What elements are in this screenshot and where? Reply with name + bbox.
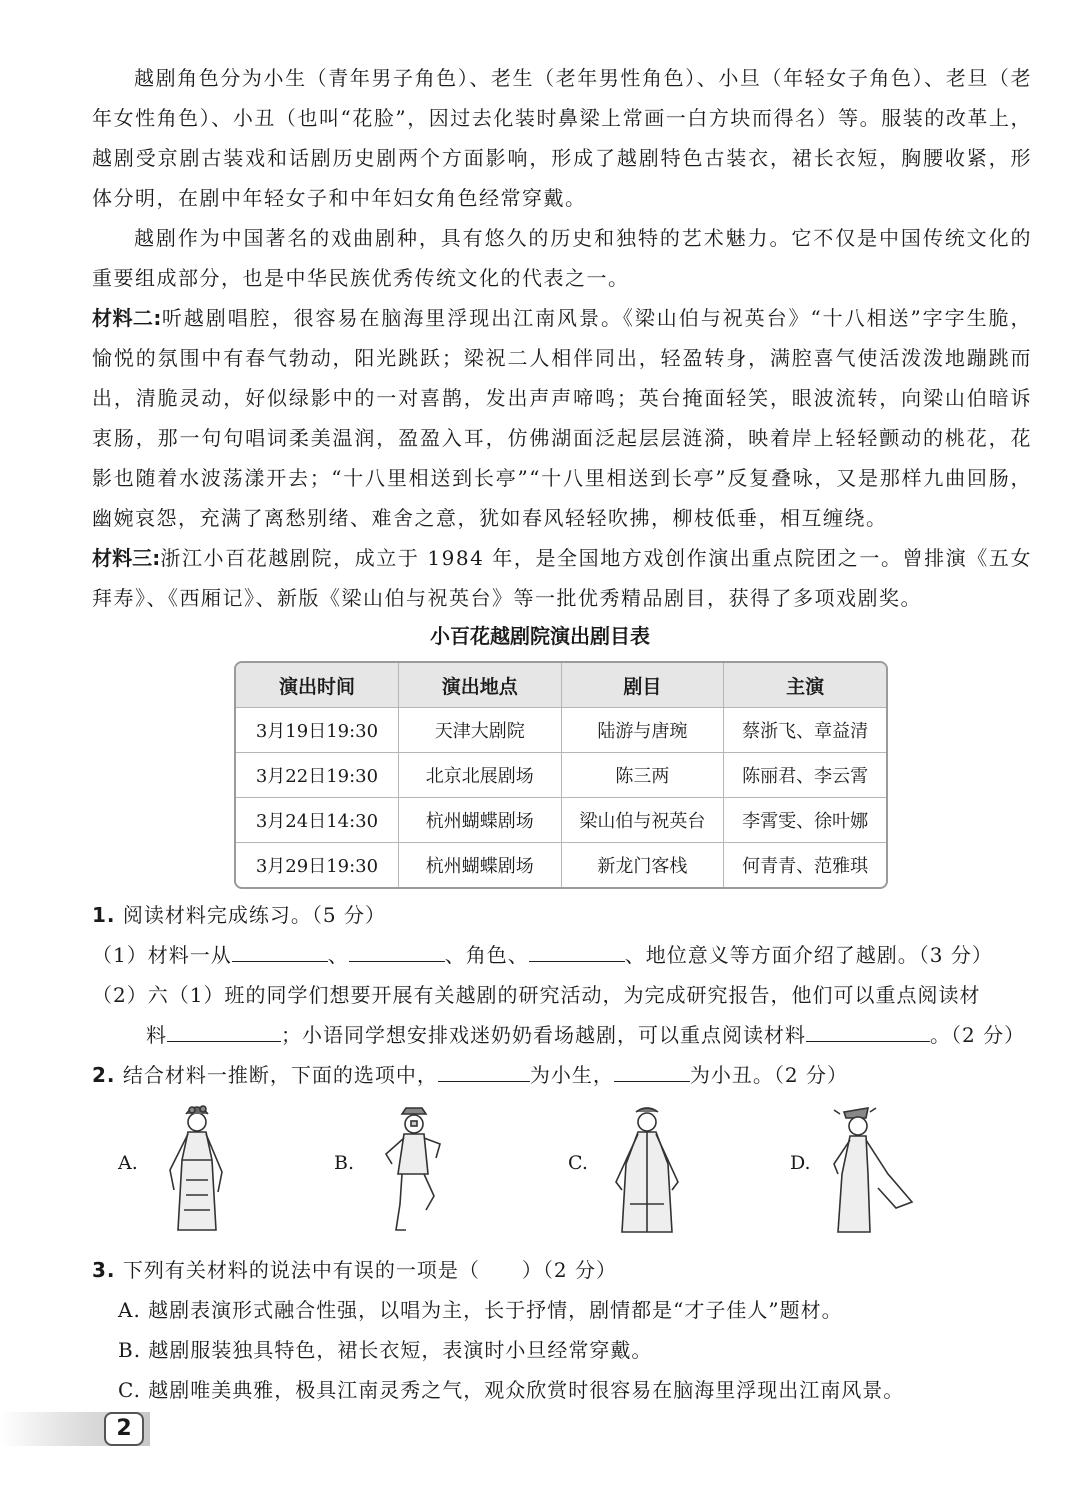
answer-blank-7[interactable] (614, 1059, 690, 1082)
question-3-text: 下列有关材料的说法中有误的一项是（ ）（2 分） (122, 1258, 617, 1282)
question-2-text-a: 结合材料一推断，下面的选项中， (122, 1063, 438, 1087)
question-3-number: 3. (92, 1258, 116, 1282)
table-cell: 北京北展剧场 (399, 753, 562, 798)
material2-paragraph (92, 298, 1032, 538)
question-1-text: 阅读材料完成练习。（5 分） (122, 903, 386, 927)
table-cell: 李霄雯、徐叶娜 (724, 798, 886, 843)
answer-blank-4[interactable] (167, 1019, 281, 1042)
question-1-number: 1. (92, 903, 116, 927)
material2-label: 材料二: (92, 306, 162, 330)
table-header-cell: 主演 (724, 663, 886, 708)
q1-part2-text-b: 料 (146, 1023, 167, 1047)
material3-text: 浙江小百花越剧院，成立于 1984 年，是全国地方戏创作演出重点院团之一。曾排演《五女拜寿》、《西厢记》、新版《梁山伯与祝英台》等一批优秀精品剧目，获得了多项戏剧奖。 (92, 546, 1032, 610)
table-cell: 陈三两 (562, 753, 725, 798)
question-2-stem (92, 1055, 1042, 1095)
question-1-stem (92, 895, 1042, 935)
table-cell: 3月29日19:30 (236, 843, 399, 887)
option-c-figure-illustration (608, 1104, 686, 1238)
page-number: 2 (104, 1412, 144, 1446)
question-2-number: 2. (92, 1063, 116, 1087)
answer-blank-2[interactable] (349, 939, 445, 962)
option-d-label: D. (790, 1152, 811, 1174)
question-1-part-2 (92, 975, 1042, 1015)
option-c-label: C. (568, 1152, 588, 1174)
answer-blank-6[interactable] (438, 1059, 530, 1082)
table-header-row (236, 663, 886, 708)
q1-part2-text-c: ；小语同学想安排戏迷奶奶看场越剧，可以重点阅读材料 (281, 1023, 806, 1047)
table-cell: 梁山伯与祝英台 (562, 798, 725, 843)
table-cell: 3月19日19:30 (236, 708, 399, 753)
material1-paragraph-1: 越剧角色分为小生（青年男子角色）、老生（老年男性角色）、小旦（年轻女子角色）、老旦（老年女性角色）、小丑（也叫“花脸”，因过去化装时鼻梁上常画一白方块而得名）等。服装的改革上，越剧受京剧古装戏和话剧历史剧两个方面影响，形成了越剧特色古装衣，裙长衣短，胸腰收紧，形体分明，在剧中年轻女子和中年妇女角色经常穿戴。 (92, 66, 1032, 210)
question-3-option-b[interactable]: B. 越剧服装独具特色，裙长衣短，表演时小旦经常穿戴。 (118, 1338, 653, 1362)
q1-part1-text-a: （1）材料一从 (92, 943, 232, 967)
option-b-figure-illustration (378, 1104, 450, 1238)
question-2-text-c: 为小丑。（2 分） (689, 1063, 848, 1087)
table-cell: 何青青、范雅琪 (742, 856, 869, 877)
option-b-label: B. (334, 1152, 355, 1174)
question-2-text-b: 为小生， (529, 1063, 614, 1087)
material3-paragraph (92, 538, 1032, 618)
table-row (236, 753, 886, 798)
table-cell: 3月22日19:30 (236, 753, 399, 798)
table-cell: 3月24日14:30 (236, 798, 399, 843)
table-row (236, 843, 886, 887)
q1-part1-text-b: 、角色、 (444, 943, 529, 967)
question-1-part-1 (92, 935, 1042, 975)
answer-blank-5[interactable] (806, 1019, 930, 1042)
q1-part2-text-d: 。（2 分） (930, 1023, 1026, 1047)
table-row (236, 798, 886, 843)
question-3-option-c[interactable]: C. 越剧唯美典雅，极具江南灵秀之气，观众欣赏时很容易在脑海里浮现出江南风景。 (118, 1378, 905, 1402)
answer-blank-1[interactable] (232, 939, 328, 962)
answer-blank-3[interactable] (529, 939, 625, 962)
q1-part1-separator: 、 (327, 943, 349, 967)
table-row (236, 708, 886, 753)
material3-label: 材料三: (92, 546, 161, 570)
table-cell: 陈丽君、李云霄 (724, 753, 886, 798)
performance-table (234, 661, 888, 889)
table-cell: 陆游与唐琬 (562, 708, 725, 753)
q1-part1-text-c: 、地位意义等方面介绍了越剧。（3 分） (624, 943, 993, 967)
table-cell: 天津大剧院 (399, 708, 562, 753)
material1-paragraph-2: 越剧作为中国著名的戏曲剧种，具有悠久的历史和独特的艺术魅力。它不仅是中国传统文化的重要组成部分，也是中华民族优秀传统文化的代表之一。 (92, 226, 1032, 290)
table-cell: 新龙门客栈 (562, 843, 725, 887)
option-a-label: A. (118, 1152, 138, 1174)
table-cell: 杭州蝴蝶剧场 (399, 798, 562, 843)
table-cell: 杭州蝴蝶剧场 (399, 843, 562, 887)
q1-part2-text-a: （2）六（1）班的同学们想要开展有关越剧的研究活动，为完成研究报告，他们可以重点阅读材 (92, 983, 981, 1007)
question-1-part-2-cont (146, 1015, 1046, 1055)
table-header-cell: 演出时间 (236, 663, 399, 708)
table-header-cell: 演出地点 (399, 663, 562, 708)
question-3-option-a[interactable]: A. 越剧表演形式融合性强，以唱为主，长于抒情，剧情都是“才子佳人”题材。 (118, 1298, 843, 1322)
table-title: 小百花越剧院演出剧目表 (430, 624, 650, 648)
table-cell: 蔡浙飞、章益清 (724, 708, 886, 753)
option-d-figure-illustration (826, 1104, 916, 1238)
option-a-figure-illustration (156, 1100, 238, 1240)
table-header-cell: 剧目 (562, 663, 725, 708)
material2-text: 听越剧唱腔，很容易在脑海里浮现出江南风景。《梁山伯与祝英台》“十八相送”字字生脆，愉悦的氛围中有春气勃动，阳光跳跃；梁祝二人相伴同出，轻盈转身，满腔喜气使活泼泼地蹦跳而出，清脆灵动，好似绿影中的一对喜鹊，发出声声啼鸣；英台掩面轻笑，眼波流转，向梁山伯暗诉衷肠，那一句句唱词柔美温润，盈盈入耳，仿佛湖面泛起层层涟漪，映着岸上轻轻颤动的桃花，花影也随着水波荡漾开去；“十八里相送到长亭”“十八里相送到长亭”反复叠咏，又是那样九曲回肠，幽婉哀怨，充满了离愁别绪、难舍之意，犹如春风轻轻吹拂，柳枝低垂，相互缠绕。 (92, 306, 1033, 530)
question-3-stem (92, 1250, 1042, 1290)
